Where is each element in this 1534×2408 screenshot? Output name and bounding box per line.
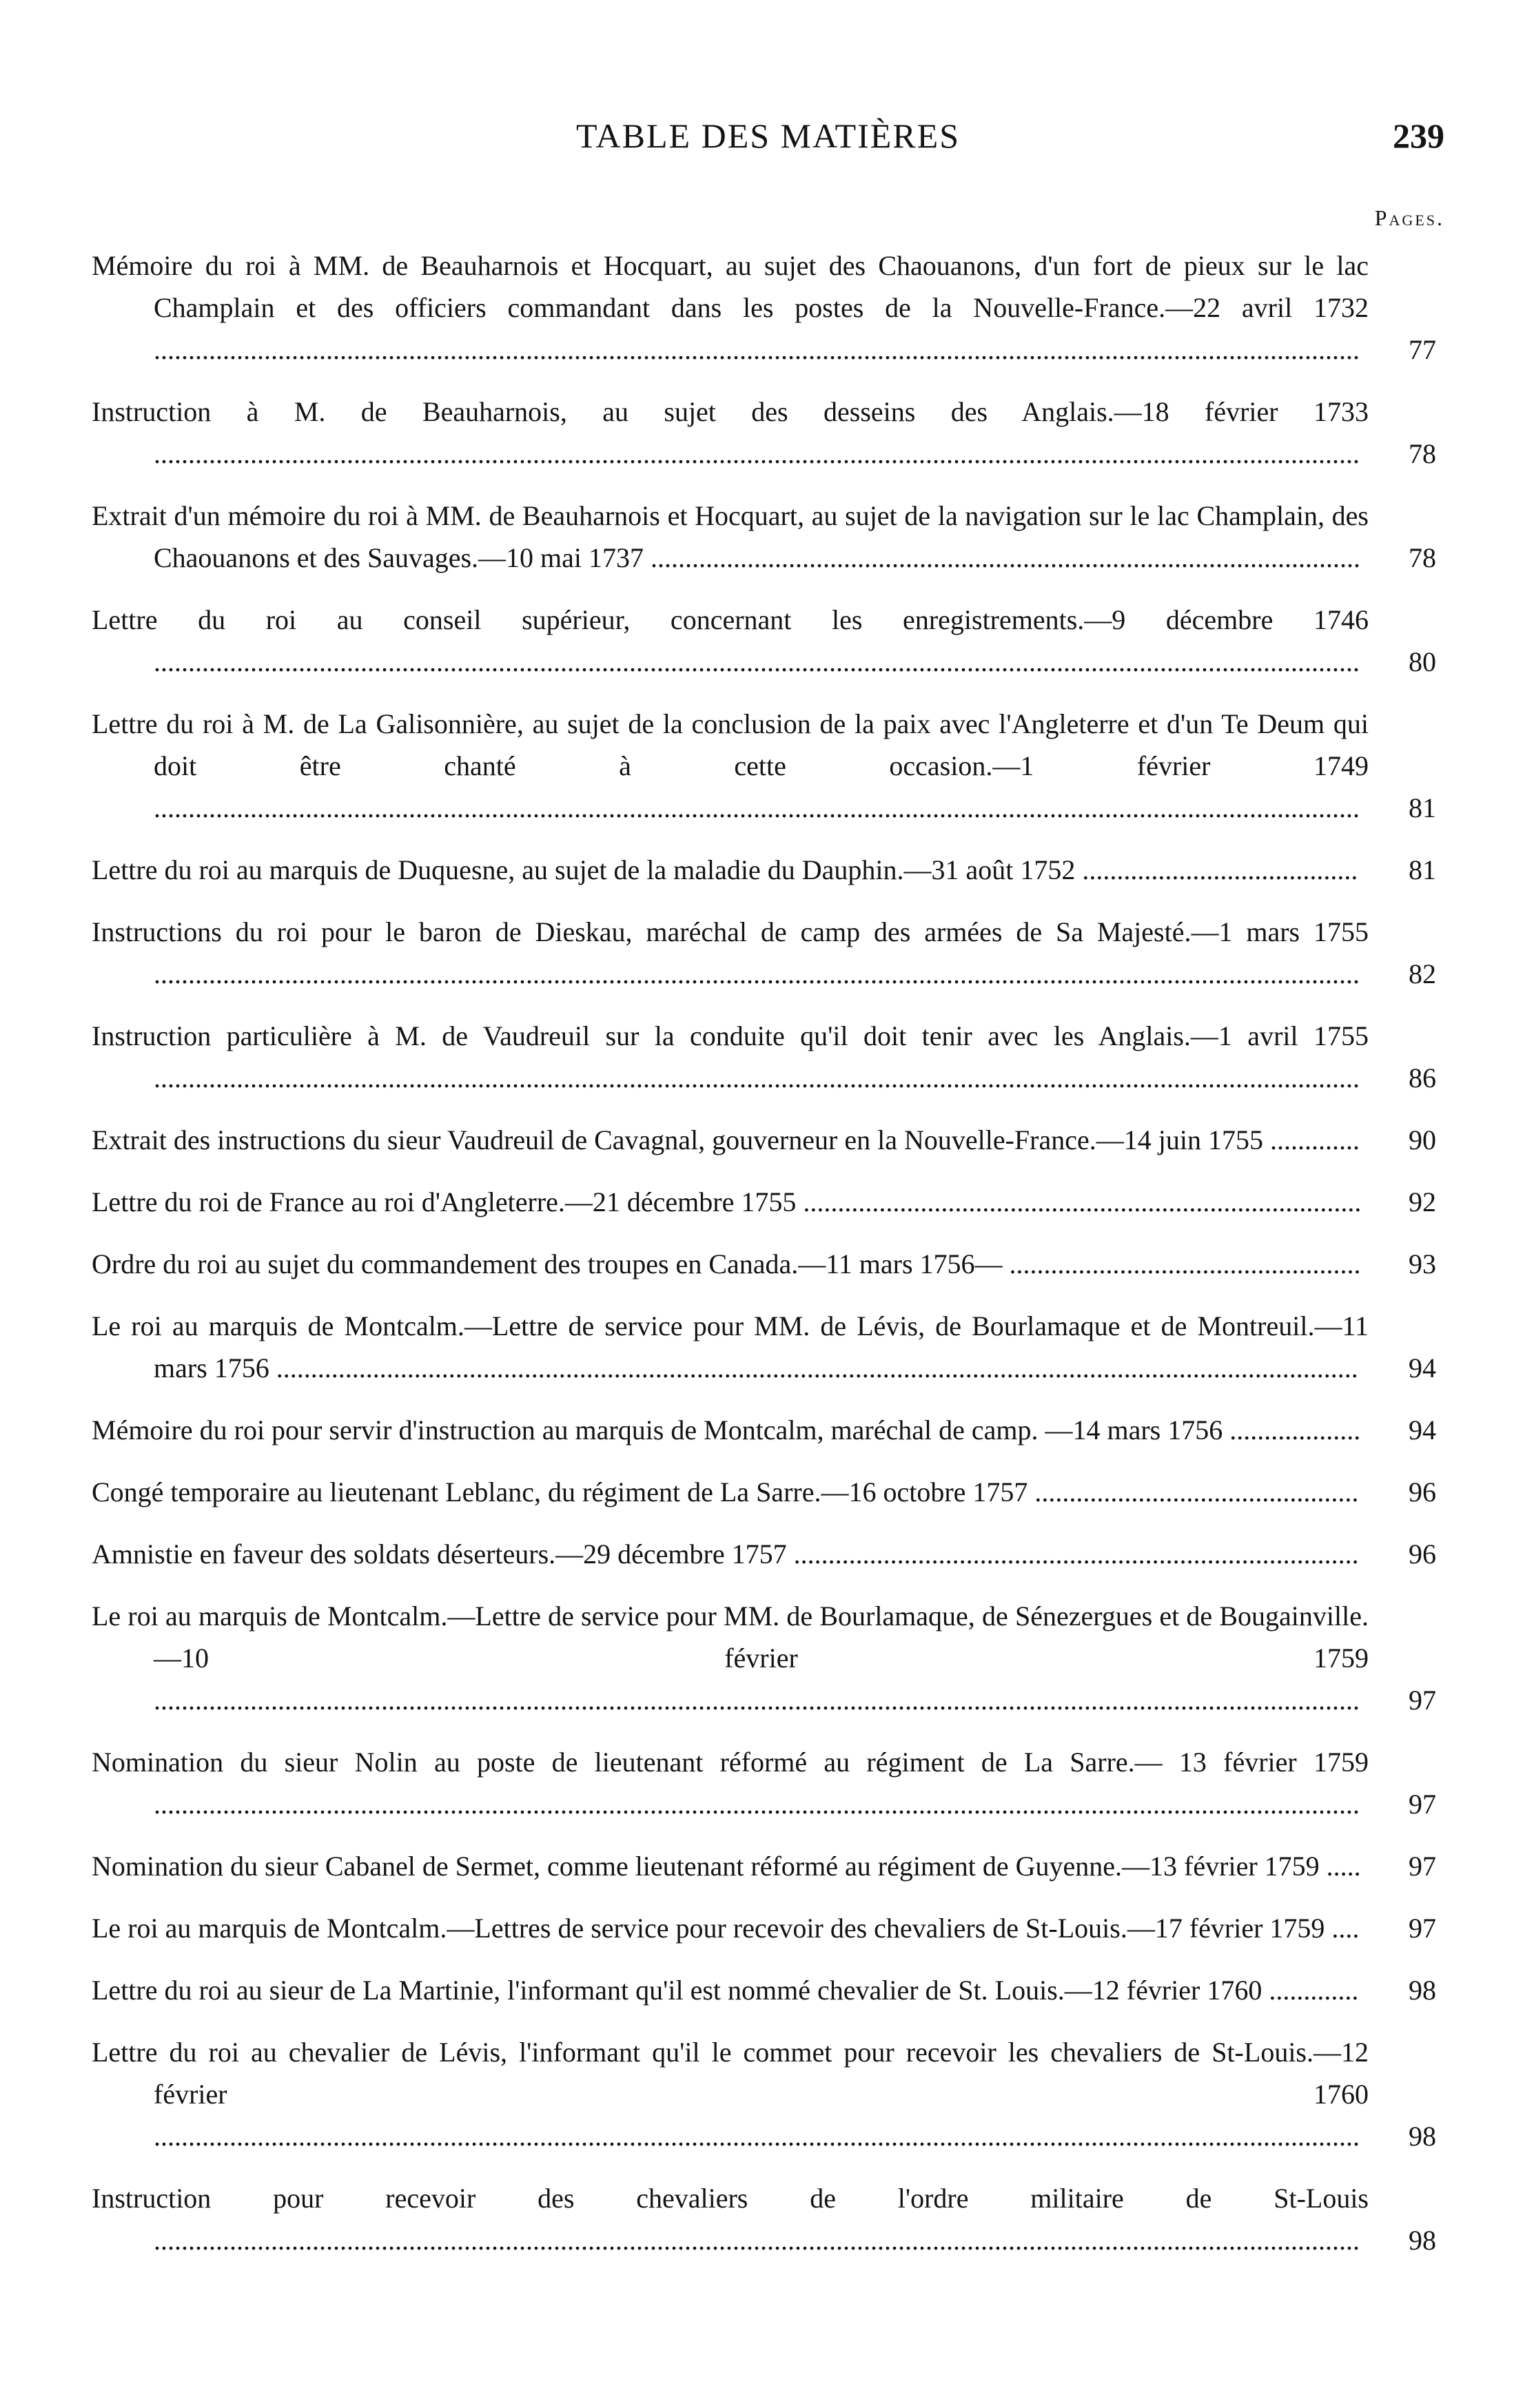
toc-entry-page: 97 [1409, 1685, 1436, 1716]
page-title: TABLE DES MATIÈRES [576, 116, 960, 155]
toc-entry: Instructions du roi pour le baron de Dieskau, maréchal de camp des armées de Sa Majesté.—1 mars 1755 ............................................................................................................................................................................... 82 [92, 911, 1444, 995]
toc-entry-page: 93 [1409, 1248, 1436, 1279]
toc-entry: Extrait des instructions du sieur Vaudreuil de Cavagnal, gouverneur en la Nouvelle-France.—14 juin 1755 ............. 90 [92, 1119, 1444, 1161]
toc-entry-page: 78 [1409, 438, 1436, 469]
toc-entry: Lettre du roi au chevalier de Lévis, l'informant qu'il le commet pour recevoir les chevaliers de St-Louis.—12 février 1760 ............................................................................................................................................................................... 98 [92, 2031, 1444, 2157]
toc-entry-page: 80 [1409, 646, 1436, 677]
toc-entry-page: 98 [1409, 2225, 1436, 2256]
toc-entry: Lettre du roi au sieur de La Martinie, l'informant qu'il est nommé chevalier de St. Louis.—12 février 1760 ............. 98 [92, 1969, 1444, 2011]
toc-entry: Lettre du roi au conseil supérieur, concernant les enregistrements.—9 décembre 1746 ............................................................................................................................................................................... 80 [92, 599, 1444, 683]
toc-entry-title: Ordre du roi au sujet du commandement des troupes en Canada.—11 mars 1756— [92, 1248, 1003, 1279]
pages-column-label: Pages. [1374, 205, 1444, 230]
toc-entry: Lettre du roi de France au roi d'Angleterre.—21 décembre 1755 ................................................................................. 92 [92, 1181, 1444, 1223]
toc-entry: Nomination du sieur Nolin au poste de lieutenant réformé au régiment de La Sarre.— 13 février 1759 ............................................................................................................................................................................... 97 [92, 1741, 1444, 1825]
toc-entry-title: Nomination du sieur Nolin au poste de lieutenant réformé au régiment de La Sarre.— 13 février 1759 [92, 1747, 1369, 1778]
toc-entry-title: Lettre du roi de France au roi d'Angleterre.—21 décembre 1755 [92, 1186, 797, 1217]
toc-entry: Le roi au marquis de Montcalm.—Lettres de service pour recevoir des chevaliers de St-Louis.—17 février 1759 .... 97 [92, 1907, 1444, 1949]
toc-entry-page: 97 [1409, 1851, 1436, 1882]
toc-entry-title: Nomination du sieur Cabanel de Sermet, comme lieutenant réformé au régiment de Guyenne.—13 février 1759 [92, 1851, 1320, 1882]
toc-entry-title: Mémoire du roi pour servir d'instruction au marquis de Montcalm, maréchal de camp. —14 mars 1756 [92, 1414, 1223, 1445]
toc-entry-title: Amnistie en faveur des soldats déserteurs.—29 décembre 1757 [92, 1539, 787, 1570]
toc-entry-title: Lettre du roi au chevalier de Lévis, l'informant qu'il le commet pour recevoir les chevaliers de St-Louis.—12 février 1760 [92, 2037, 1369, 2110]
toc-entry-page: 92 [1409, 1186, 1436, 1217]
toc-entry-title: Extrait des instructions du sieur Vaudreuil de Cavagnal, gouverneur en la Nouvelle-France.—14 juin 1755 [92, 1124, 1263, 1155]
toc-entry: Mémoire du roi pour servir d'instruction au marquis de Montcalm, maréchal de camp. —14 mars 1756 ................... 94 [92, 1409, 1444, 1451]
toc-entry-page: 94 [1409, 1352, 1436, 1383]
toc-entry-title: Extrait d'un mémoire du roi à MM. de Beauharnois et Hocquart, au sujet de la navigation sur le lac Champlain, des Chaouanons et des Sauvages.—10 mai 1737 [92, 500, 1369, 573]
toc-entry-title: Instructions du roi pour le baron de Dieskau, maréchal de camp des armées de Sa Majesté.—1 mars 1755 [92, 916, 1369, 947]
toc-entry-page: 94 [1409, 1414, 1436, 1445]
table-of-contents [92, 245, 1444, 2281]
toc-entry: Mémoire du roi à MM. de Beauharnois et Hocquart, au sujet des Chaouanons, d'un fort de pieux sur le lac Champlain et des officiers commandant dans les postes de la Nouvelle-France.—22 avril 1732 ............................................................................................................................................................................... 77 [92, 245, 1444, 371]
toc-entry-title: Lettre du roi à M. de La Galisonnière, au sujet de la conclusion de la paix avec l'Angleterre et d'un Te Deum qui doit être chanté à cette occasion.—1 février 1749 [92, 708, 1369, 781]
toc-entry: Congé temporaire au lieutenant Leblanc, du régiment de La Sarre.—16 octobre 1757 ............................................... 96 [92, 1471, 1444, 1513]
toc-entry-page: 77 [1409, 334, 1436, 365]
running-header [92, 116, 1444, 171]
toc-entry-title: Instruction particulière à M. de Vaudreuil sur la conduite qu'il doit tenir avec les Anglais.—1 avril 1755 [92, 1020, 1369, 1051]
toc-entry-title: Mémoire du roi à MM. de Beauharnois et Hocquart, au sujet des Chaouanons, d'un fort de pieux sur le lac Champlain et des officiers commandant dans les postes de la Nouvelle-France.—22 avril 1732 [92, 250, 1369, 323]
toc-entry-page: 90 [1409, 1124, 1436, 1155]
toc-entry: Lettre du roi au marquis de Duquesne, au sujet de la maladie du Dauphin.—31 août 1752 ........................................ 81 [92, 849, 1444, 891]
toc-entry-page: 98 [1409, 2121, 1436, 2152]
toc-entry-title: Le roi au marquis de Montcalm.—Lettre de service pour MM. de Bourlamaque, de Sénezergues et de Bougainville.—10 février 1759 [92, 1601, 1369, 1674]
toc-entry-title: Instruction pour recevoir des chevaliers de l'ordre militaire de St-Louis [92, 2183, 1369, 2214]
page-number: 239 [1393, 116, 1444, 155]
toc-entry-page: 96 [1409, 1476, 1436, 1507]
toc-entry: Instruction à M. de Beauharnois, au sujet des desseins des Anglais.—18 février 1733 ............................................................................................................................................................................... 78 [92, 391, 1444, 475]
toc-entry-page: 97 [1409, 1913, 1436, 1944]
toc-entry-title: Lettre du roi au sieur de La Martinie, l'informant qu'il est nommé chevalier de St. Louis.—12 février 1760 [92, 1975, 1262, 2006]
toc-entry-title: Congé temporaire au lieutenant Leblanc, du régiment de La Sarre.—16 octobre 1757 [92, 1476, 1028, 1507]
toc-entry-title: Instruction à M. de Beauharnois, au sujet des desseins des Anglais.—18 février 1733 [92, 396, 1369, 427]
toc-entry-page: 82 [1409, 958, 1436, 989]
toc-entry-page: 81 [1409, 792, 1436, 823]
toc-entry: Instruction pour recevoir des chevaliers de l'ordre militaire de St-Louis ............................................................................................................................................................................... 98 [92, 2177, 1444, 2261]
toc-entry: Extrait d'un mémoire du roi à MM. de Beauharnois et Hocquart, au sujet de la navigation sur le lac Champlain, des Chaouanons et des Sauvages.—10 mai 1737 ....................................................................................................... 78 [92, 495, 1444, 579]
toc-entry: Instruction particulière à M. de Vaudreuil sur la conduite qu'il doit tenir avec les Anglais.—1 avril 1755 ............................................................................................................................................................................... 86 [92, 1015, 1444, 1099]
toc-entry: Le roi au marquis de Montcalm.—Lettre de service pour MM. de Lévis, de Bourlamaque et de Montreuil.—11 mars 1756 ............................................................................................................................................................. 94 [92, 1305, 1444, 1389]
toc-entry-page: 97 [1409, 1789, 1436, 1820]
toc-entry: Le roi au marquis de Montcalm.—Lettre de service pour MM. de Bourlamaque, de Sénezergues et de Bougainville.—10 février 1759 ............................................................................................................................................................................... 97 [92, 1595, 1444, 1721]
toc-entry: Lettre du roi à M. de La Galisonnière, au sujet de la conclusion de la paix avec l'Angleterre et d'un Te Deum qui doit être chanté à cette occasion.—1 février 1749 ............................................................................................................................................................................... 81 [92, 703, 1444, 829]
toc-entry-page: 96 [1409, 1539, 1436, 1570]
toc-entry-title: Le roi au marquis de Montcalm.—Lettre de service pour MM. de Lévis, de Bourlamaque et de Montreuil.—11 mars 1756 [92, 1310, 1369, 1383]
toc-entry: Amnistie en faveur des soldats déserteurs.—29 décembre 1757 .................................................................................. 96 [92, 1533, 1444, 1575]
toc-entry-page: 78 [1409, 542, 1436, 573]
toc-entry: Nomination du sieur Cabanel de Sermet, comme lieutenant réformé au régiment de Guyenne.—13 février 1759 ..... 97 [92, 1845, 1444, 1887]
toc-entry-title: Lettre du roi au conseil supérieur, concernant les enregistrements.—9 décembre 1746 [92, 604, 1369, 635]
toc-entry-page: 86 [1409, 1062, 1436, 1093]
toc-entry-page: 98 [1409, 1975, 1436, 2006]
toc-entry-title: Lettre du roi au marquis de Duquesne, au sujet de la maladie du Dauphin.—31 août 1752 [92, 854, 1076, 885]
toc-entry: Ordre du roi au sujet du commandement des troupes en Canada.—11 mars 1756— ................................................... 93 [92, 1243, 1444, 1285]
toc-entry-title: Le roi au marquis de Montcalm.—Lettres de service pour recevoir des chevaliers de St-Louis.—17 février 1759 [92, 1913, 1325, 1944]
toc-entry-page: 81 [1409, 854, 1436, 885]
